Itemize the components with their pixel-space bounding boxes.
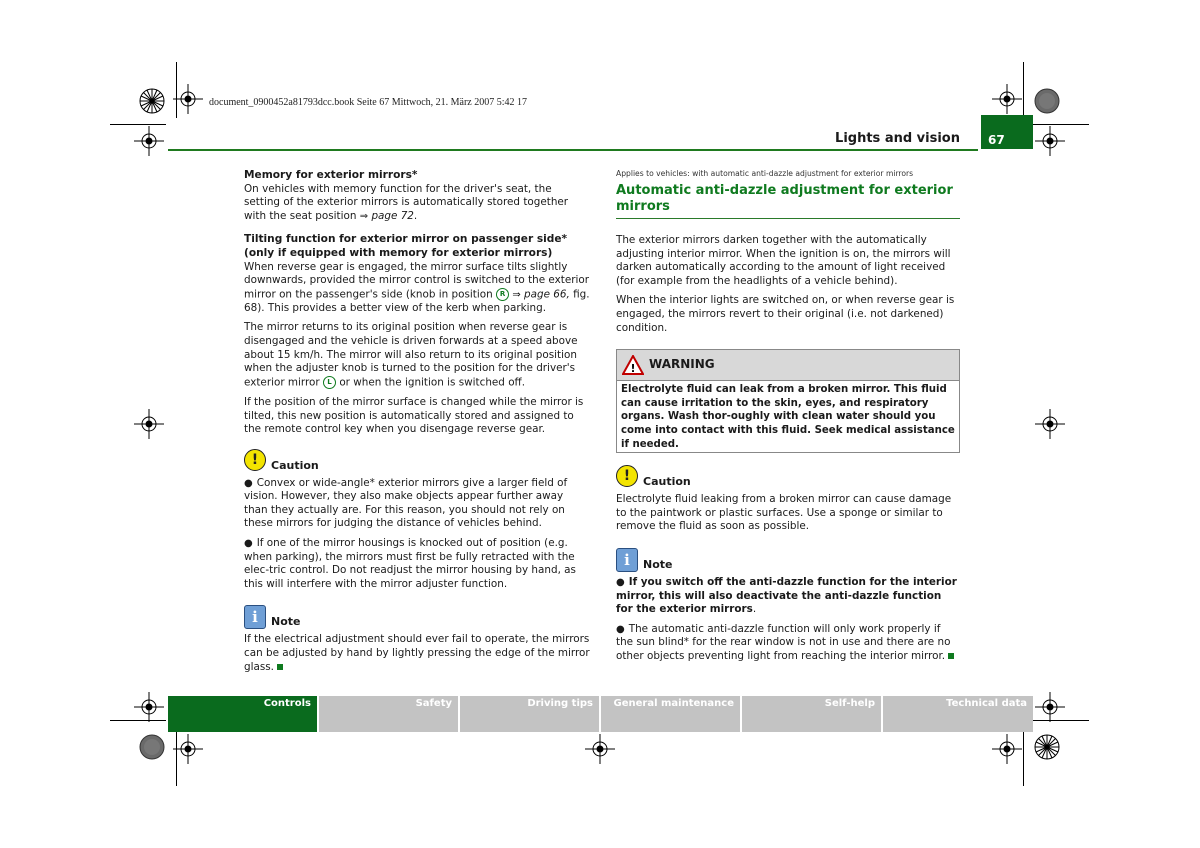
note-header: [244, 605, 590, 631]
color-wheel-icon: [1034, 88, 1060, 114]
paragraph-memory: On vehicles with memory function for the driver's seat, the setting of the exterior mirrors is automatically stored together with the seat position ⇒ page 72.: [244, 182, 569, 222]
nav-tab-general-maintenance[interactable]: General maintenance: [601, 696, 740, 732]
header-rule: [168, 149, 978, 151]
nav-tab-technical-data[interactable]: Technical data: [883, 696, 1033, 732]
paragraph-darken: The exterior mirrors darken together with the automatically adjusting interior mirror. When the ignition is on, the mirrors will darken automatically according to the amount of light received (for example from the headlights of a vehicle behind).: [616, 234, 951, 287]
arrow-icon: ⇒: [359, 210, 369, 222]
caution-header: [616, 465, 960, 491]
registration-mark-icon: [134, 126, 164, 156]
bullet-icon: ●: [616, 576, 625, 588]
nav-tab-driving-tips[interactable]: Driving tips: [460, 696, 599, 732]
end-square-icon: [277, 664, 283, 670]
registration-mark-icon: [173, 734, 203, 764]
registration-mark-icon: [585, 734, 615, 764]
warning-label: WARNING: [649, 357, 715, 372]
note-header: [616, 548, 960, 574]
registration-mark-icon: [1035, 409, 1065, 439]
caution-label: Caution: [643, 475, 691, 489]
nav-tab-safety[interactable]: Safety: [319, 696, 458, 732]
knob-position-icon: L: [323, 376, 336, 389]
warning-header: [617, 350, 959, 381]
caution-text: Electrolyte fluid leaking from a broken mirror can cause damage to the paintwork or plastic surfaces. Use a sponge or similar to remove the fluid as soon as possible.: [616, 493, 952, 533]
crop-line: [1023, 730, 1024, 786]
note-bullet: ● The automatic anti-dazzle function will only work properly if the sun blind* for the rear window is not in use and there are no other objects preventing light from reaching the interior mirror.: [616, 623, 960, 664]
registration-mark-icon: [173, 84, 203, 114]
warning-box: [616, 349, 960, 453]
page-ref-link[interactable]: page 72: [371, 209, 414, 222]
nav-tab-controls[interactable]: Controls: [168, 696, 317, 732]
crop-line: [1033, 124, 1089, 125]
page-title: Lights and vision: [835, 131, 960, 146]
paragraph-revert: When the interior lights are switched on, or when reverse gear is engaged, the mirrors revert to their original (i.e. not darkened) condition.: [616, 294, 955, 334]
warning-triangle-icon: [622, 355, 644, 375]
color-wheel-icon: [139, 734, 165, 760]
bullet-icon: ●: [616, 623, 625, 635]
heading-memory: Memory for exterior mirrors*: [244, 169, 418, 181]
paragraph-return: The mirror returns to its original position when reverse gear is disengaged and the vehicle is driven forwards at a speed above about 15 km/h. The mirror will also return to its original position when the adjuster knob is turned to the position for the driver's exterior mirror L or when the ignition is switched off.: [244, 321, 578, 389]
caution-icon: !: [244, 449, 266, 471]
note-label: Note: [271, 615, 301, 629]
caution-icon: !: [616, 465, 638, 487]
right-column: [616, 169, 960, 669]
note-info-icon: i: [244, 605, 266, 629]
caution-bullet: ● If one of the mirror housings is knocked out of position (e.g. when parking), the mirrors must first be fully retracted with the elec-tric control. Do not readjust the mirror housing by hand, as this will interfere with the mirror adjuster function.: [244, 537, 576, 590]
caution-bullet: ● Convex or wide-angle* exterior mirrors give a larger field of vision. However, they also make objects appear further away than they actually are. For this reason, you should not rely on these mirrors for judging the distance of vehicles behind.: [244, 476, 568, 530]
note-bullet: ● If you switch off the anti-dazzle function for the interior mirror, this will also deactivate the anti-dazzle function for the exterior mirrors.: [616, 575, 957, 616]
heading-tilt: Tilting function for exterior mirror on passenger side* (only if equipped with memory for exterior mirrors): [244, 233, 568, 259]
knob-position-icon: R: [496, 288, 509, 301]
paragraph-change: If the position of the mirror surface is changed while the mirror is tilted, this new position is automatically stored and assigned to the remote control key when you disengage reverse gear.: [244, 395, 584, 436]
caution-header: [244, 449, 590, 475]
print-info: document_0900452a81793dcc.book Seite 67 Mittwoch, 21. März 2007 5:42 17: [209, 97, 528, 108]
note-text: If the electrical adjustment should ever fail to operate, the mirrors can be adjusted by hand by lightly pressing the edge of the mirror glass.: [244, 633, 590, 673]
page-number: 67: [988, 133, 1005, 147]
svg-text:!: !: [630, 362, 636, 376]
registration-mark-icon: [1035, 126, 1065, 156]
nav-tab-self-help[interactable]: Self-help: [742, 696, 881, 732]
section-title: Automatic anti-dazzle adjustment for exterior mirrors: [616, 183, 953, 214]
left-column: [244, 169, 590, 680]
registration-mark-icon: [992, 84, 1022, 114]
page-ref-link[interactable]: page 66,: [524, 288, 570, 301]
registration-mark-icon: [134, 409, 164, 439]
section-rule: [616, 218, 960, 219]
color-wheel-icon: [139, 88, 165, 114]
end-square-icon: [948, 653, 954, 659]
crop-line: [1023, 62, 1024, 118]
registration-mark-icon: [992, 734, 1022, 764]
warning-text: Electrolyte fluid can leak from a broken mirror. This fluid can cause irritation to the skin, eyes, and respiratory organs. Wash thor-oughly with clean water should you come into contact with this fluid. Seek medical assistance if needed.: [621, 384, 955, 450]
registration-mark-icon: [134, 692, 164, 722]
caution-label: Caution: [271, 458, 319, 472]
crop-line: [110, 124, 166, 125]
bullet-icon: ●: [244, 477, 253, 489]
note-label: Note: [643, 557, 673, 571]
note-info-icon: i: [616, 548, 638, 572]
color-wheel-icon: [1034, 734, 1060, 760]
paragraph-tilt: When reverse gear is engaged, the mirror surface tilts slightly downwards, provided the mirror control is switched to the exterior mirror on the passenger's side (knob in position R ⇒ page 66, fig. 68). This provides a better view of the kerb when parking.: [244, 260, 590, 314]
applies-to: Applies to vehicles: with automatic anti-dazzle adjustment for exterior mirrors: [616, 169, 914, 178]
page-number-box: [981, 115, 1033, 149]
bullet-icon: ●: [244, 538, 253, 550]
arrow-icon: ⇒: [512, 289, 521, 301]
registration-mark-icon: [1035, 692, 1065, 722]
